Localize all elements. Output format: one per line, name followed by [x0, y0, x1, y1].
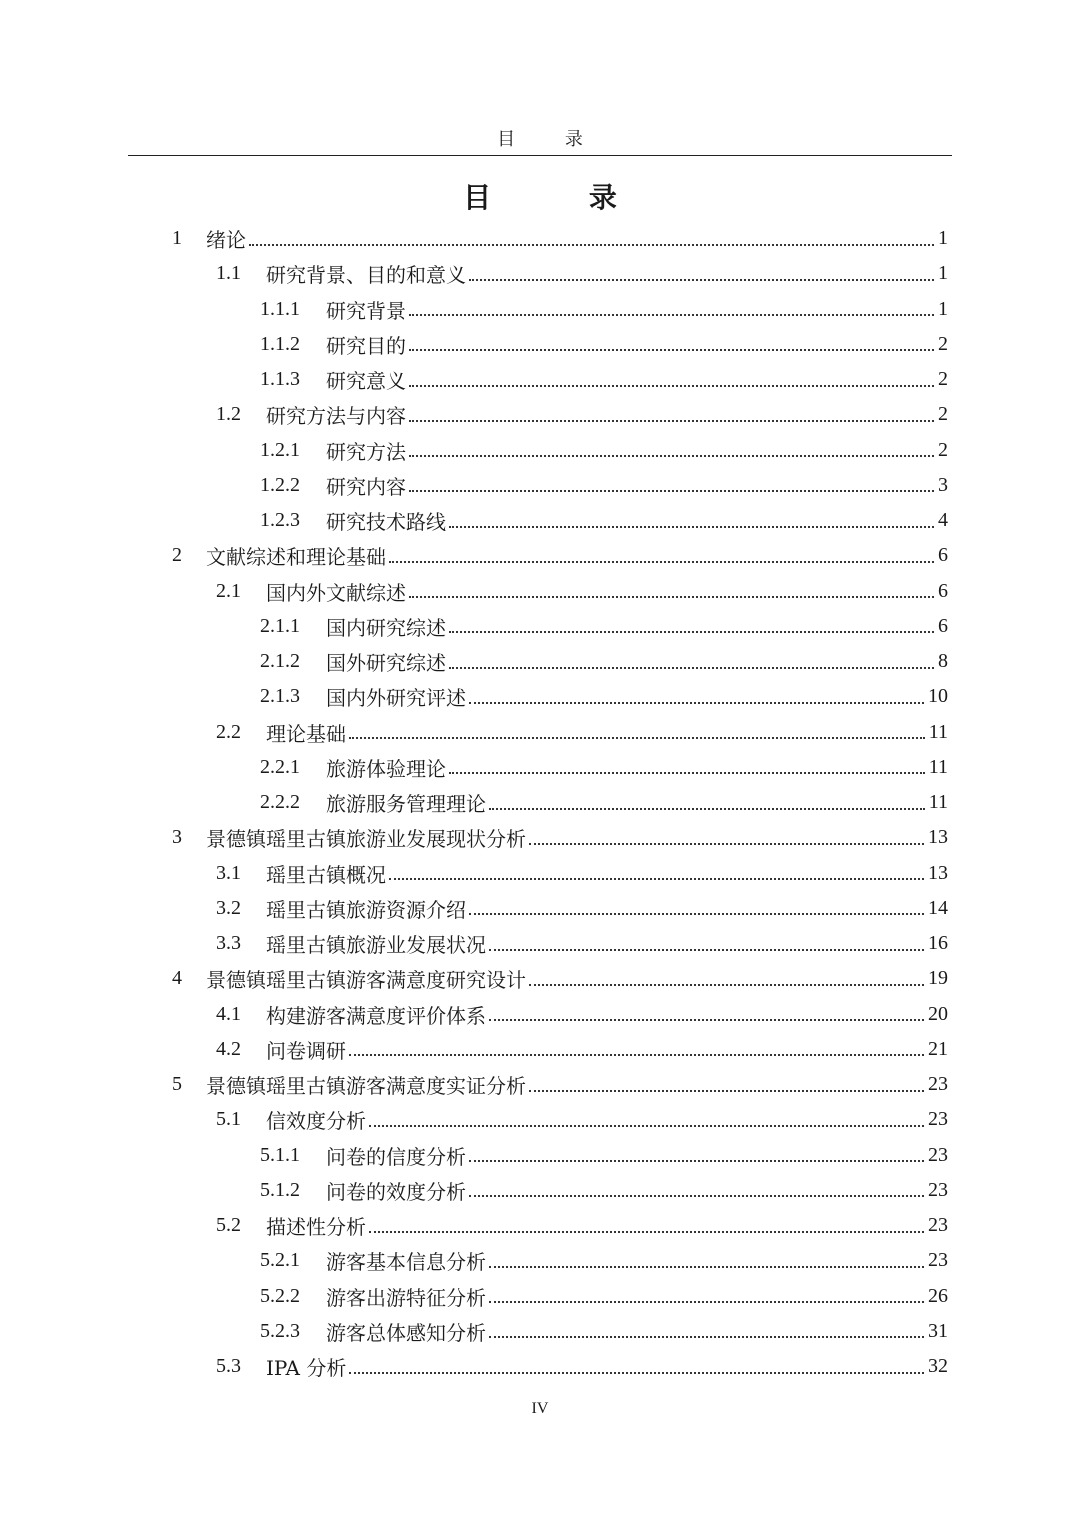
toc-entry-title: 国外研究综述: [326, 651, 446, 676]
toc-entry[interactable]: [0, 292, 1080, 327]
toc-entry-title: 绪论: [206, 228, 246, 253]
toc-entry-page: 23: [928, 1214, 948, 1237]
toc-entry[interactable]: [0, 891, 1080, 926]
toc-entry-page: 6: [938, 579, 948, 602]
toc-entry-number: 3.3: [216, 932, 241, 955]
toc-entry-title: 旅游服务管理理论: [326, 792, 486, 817]
dot-leader: [409, 490, 934, 492]
dot-leader: [489, 808, 925, 810]
toc-entry[interactable]: [0, 715, 1080, 750]
dot-leader: [489, 949, 924, 951]
toc-entry-number: 4: [172, 967, 182, 990]
dot-leader: [409, 349, 934, 351]
dot-leader: [249, 244, 934, 246]
toc-entry[interactable]: [0, 997, 1080, 1032]
toc-entry[interactable]: [0, 574, 1080, 609]
dot-leader: [529, 1090, 924, 1092]
toc-entry[interactable]: [0, 785, 1080, 820]
toc-entry-number: 5.2.3: [260, 1319, 300, 1342]
dot-leader: [469, 913, 924, 915]
toc-entry-page: 13: [928, 826, 948, 849]
toc-entry-page: 3: [938, 473, 948, 496]
toc-entry-number: 1.2.3: [260, 509, 300, 532]
toc-entry-page: 11: [928, 791, 948, 814]
toc-entry-page: 11: [928, 720, 948, 743]
toc-entry-number: 5.1.1: [260, 1143, 300, 1166]
toc-entry[interactable]: [0, 538, 1080, 573]
toc-entry-number: 3: [172, 826, 182, 849]
toc-entry-page: 11: [928, 755, 948, 778]
toc-entry-title: 瑶里古镇概况: [266, 862, 386, 887]
toc-entry-title: 研究意义: [326, 369, 406, 394]
dot-leader: [449, 772, 925, 774]
dot-leader: [389, 878, 924, 880]
toc-entry[interactable]: [0, 926, 1080, 961]
dot-leader: [349, 737, 925, 739]
toc-entry-page: 1: [938, 227, 948, 250]
dot-leader: [449, 526, 934, 528]
toc-entry-title: 研究目的: [326, 333, 406, 358]
dot-leader: [489, 1019, 924, 1021]
dot-leader: [469, 702, 924, 704]
toc-entry-title: 文献综述和理论基础: [206, 545, 386, 570]
dot-leader: [449, 667, 934, 669]
toc-entry-number: 4.1: [216, 1002, 241, 1025]
toc-entry-title: 旅游体验理论: [326, 756, 446, 781]
dot-leader: [409, 385, 934, 387]
dot-leader: [409, 596, 934, 598]
toc-entry[interactable]: [0, 503, 1080, 538]
toc-entry[interactable]: [0, 1138, 1080, 1173]
toc-entry-page: 2: [938, 368, 948, 391]
toc-entry-title: 研究技术路线: [326, 510, 446, 535]
toc-entry[interactable]: [0, 433, 1080, 468]
toc-entry[interactable]: [0, 1314, 1080, 1349]
toc-entry-title: 国内研究综述: [326, 615, 446, 640]
toc-entry[interactable]: [0, 1067, 1080, 1102]
dot-leader: [489, 1336, 924, 1338]
toc-entry[interactable]: [0, 644, 1080, 679]
toc-entry-number: 5.2: [216, 1214, 241, 1237]
page-number: IV: [531, 1400, 549, 1417]
dot-leader: [409, 455, 934, 457]
dot-leader: [529, 984, 924, 986]
toc-entry-number: 2.2.1: [260, 755, 300, 778]
toc-entry-title: 瑶里古镇旅游业发展状况: [266, 933, 486, 958]
toc-entry-page: 19: [928, 967, 948, 990]
toc-entry-title: 信效度分析: [266, 1109, 366, 1134]
toc-entry-number: 5.2.1: [260, 1249, 300, 1272]
toc-entry-title: 景德镇瑶里古镇游客满意度实证分析: [206, 1074, 526, 1099]
toc-entry-title: 研究方法与内容: [266, 404, 406, 429]
toc-entry[interactable]: [0, 856, 1080, 891]
toc-entry[interactable]: [0, 961, 1080, 996]
toc-entry-page: 23: [928, 1178, 948, 1201]
toc-entry[interactable]: [0, 1173, 1080, 1208]
toc-entry-number: 2: [172, 544, 182, 567]
toc-entry-number: 1.1.2: [260, 332, 300, 355]
toc-entry-page: 8: [938, 650, 948, 673]
dot-leader: [409, 314, 934, 316]
dot-leader: [529, 843, 924, 845]
toc-entry-title: 描述性分析: [266, 1215, 366, 1240]
dot-leader: [489, 1266, 924, 1268]
toc-entry-number: 5.1.2: [260, 1178, 300, 1201]
toc-entry[interactable]: [0, 1349, 1080, 1384]
toc-entry-title: 研究背景、目的和意义: [266, 263, 466, 288]
toc-entry-number: 5: [172, 1073, 182, 1096]
dot-leader: [469, 279, 934, 281]
running-header: 目 录: [497, 129, 605, 150]
toc-entry-number: 2.1: [216, 579, 241, 602]
dot-leader: [469, 1160, 924, 1162]
toc-entry-title: 游客总体感知分析: [326, 1320, 486, 1345]
toc-entry-page: 1: [938, 262, 948, 285]
toc-entry-title: 问卷调研: [266, 1038, 346, 1063]
toc-entry-page: 16: [928, 932, 948, 955]
toc-entry-page: 14: [928, 896, 948, 919]
toc-entry[interactable]: [0, 1032, 1080, 1067]
dot-leader: [349, 1372, 924, 1374]
toc-entry-number: 1: [172, 227, 182, 250]
dot-leader: [369, 1231, 924, 1233]
toc-entry-title: 国内外研究评述: [326, 686, 466, 711]
toc-entry-page: 31: [928, 1319, 948, 1342]
toc-entry-page: 23: [928, 1108, 948, 1131]
toc-entry-number: 5.1: [216, 1108, 241, 1131]
toc-entry[interactable]: [0, 1102, 1080, 1137]
toc-entry-title: 问卷的信度分析: [326, 1144, 466, 1169]
toc-entry-number: 2.2: [216, 720, 241, 743]
dot-leader: [469, 1195, 924, 1197]
toc-entry-page: 4: [938, 509, 948, 532]
table-of-contents: [0, 221, 1080, 1384]
header-rule: [128, 155, 952, 156]
toc-entry[interactable]: [0, 397, 1080, 432]
dot-leader: [409, 420, 934, 422]
toc-entry-page: 26: [928, 1284, 948, 1307]
toc-title: 目 录: [463, 181, 661, 214]
toc-entry[interactable]: [0, 820, 1080, 855]
dot-leader: [449, 631, 934, 633]
toc-entry-title: 研究背景: [326, 298, 406, 323]
toc-entry-title: 研究方法: [326, 439, 406, 464]
toc-entry-page: 13: [928, 861, 948, 884]
toc-entry-title: 研究内容: [326, 474, 406, 499]
toc-entry-number: 2.2.2: [260, 791, 300, 814]
toc-entry-title: 景德镇瑶里古镇旅游业发展现状分析: [206, 827, 526, 852]
toc-entry-title: IPA 分析: [266, 1356, 347, 1381]
toc-entry-number: 2.1.1: [260, 614, 300, 637]
toc-entry[interactable]: [0, 1279, 1080, 1314]
toc-entry[interactable]: [0, 468, 1080, 503]
toc-entry-page: 32: [928, 1355, 948, 1378]
dot-leader: [489, 1301, 924, 1303]
toc-entry-title: 瑶里古镇旅游资源介绍: [266, 897, 466, 922]
toc-entry-title: 景德镇瑶里古镇游客满意度研究设计: [206, 968, 526, 993]
dot-leader: [349, 1054, 924, 1056]
toc-entry[interactable]: [0, 327, 1080, 362]
toc-entry-number: 3.2: [216, 896, 241, 919]
toc-entry[interactable]: [0, 1243, 1080, 1278]
toc-entry-number: 1.1: [216, 262, 241, 285]
toc-entry[interactable]: [0, 221, 1080, 256]
toc-entry-number: 2.1.2: [260, 650, 300, 673]
toc-entry-number: 1.2: [216, 403, 241, 426]
toc-entry-title: 问卷的效度分析: [326, 1179, 466, 1204]
toc-entry-page: 6: [938, 544, 948, 567]
toc-entry-number: 1.2.2: [260, 473, 300, 496]
toc-entry-title: 构建游客满意度评价体系: [266, 1003, 486, 1028]
toc-entry-page: 10: [928, 685, 948, 708]
toc-entry-title: 游客基本信息分析: [326, 1250, 486, 1275]
toc-entry-number: 5.2.2: [260, 1284, 300, 1307]
toc-entry-page: 1: [938, 297, 948, 320]
toc-entry[interactable]: [0, 750, 1080, 785]
toc-entry-page: 20: [928, 1002, 948, 1025]
toc-entry[interactable]: [0, 362, 1080, 397]
toc-entry-page: 2: [938, 332, 948, 355]
toc-entry[interactable]: [0, 679, 1080, 714]
toc-entry-page: 6: [938, 614, 948, 637]
toc-entry-title: 游客出游特征分析: [326, 1285, 486, 1310]
toc-entry-number: 5.3: [216, 1355, 241, 1378]
toc-entry[interactable]: [0, 1208, 1080, 1243]
toc-entry-page: 23: [928, 1249, 948, 1272]
toc-entry-number: 2.1.3: [260, 685, 300, 708]
toc-entry-number: 3.1: [216, 861, 241, 884]
toc-entry-page: 2: [938, 438, 948, 461]
toc-entry-page: 23: [928, 1143, 948, 1166]
toc-entry-page: 2: [938, 403, 948, 426]
toc-entry-page: 21: [928, 1037, 948, 1060]
toc-entry-number: 1.1.1: [260, 297, 300, 320]
toc-entry-number: 1.1.3: [260, 368, 300, 391]
toc-entry[interactable]: [0, 609, 1080, 644]
dot-leader: [389, 561, 934, 563]
toc-entry-number: 4.2: [216, 1037, 241, 1060]
dot-leader: [369, 1125, 924, 1127]
toc-entry-title: 国内外文献综述: [266, 580, 406, 605]
toc-entry-number: 1.2.1: [260, 438, 300, 461]
toc-entry[interactable]: [0, 256, 1080, 291]
toc-entry-page: 23: [928, 1073, 948, 1096]
toc-entry-title: 理论基础: [266, 721, 346, 746]
